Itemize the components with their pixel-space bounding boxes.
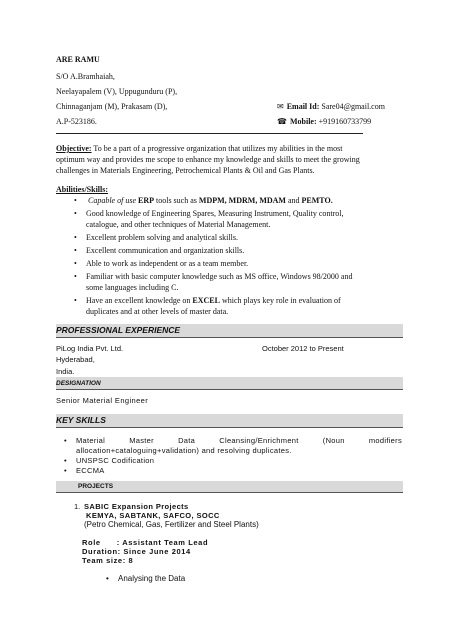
designation-band-line <box>56 389 403 390</box>
company-name: PiLog India Pvt. Ltd. <box>56 344 124 353</box>
phone-icon: ☎ <box>277 117 287 126</box>
objective-line-2: optimum way and provides me scope to enhance my knowledge and skills to meet the growing <box>56 155 360 164</box>
address-line-2: Neelayapalem (V), Uppugunduru (P), <box>56 87 178 96</box>
objective-section <box>56 143 401 176</box>
key-skills-band <box>56 414 403 427</box>
envelope-icon: ✉ <box>277 102 284 111</box>
project-tasks <box>104 573 185 584</box>
list-item: • UNSPSC Codification <box>64 456 155 465</box>
project-title: SABIC Expansion Projects <box>84 502 189 511</box>
email-label: Email Id: <box>286 102 320 111</box>
experience-heading: PROFESSIONAL EXPERIENCE <box>56 325 181 335</box>
experience-band-line <box>56 337 403 338</box>
project-role: Role : Assistant Team Lead <box>82 538 209 547</box>
list-item: • Excellent communication and organization skills. <box>74 246 245 255</box>
designation-band <box>56 377 403 389</box>
list-item: • Good knowledge of Engineering Spares, Measuring Instrument, Quality control, catalogue, and other techniques of Material Management. <box>74 209 344 229</box>
projects-heading: PROJECTS <box>78 483 114 490</box>
address-line-1: S/O A.Bramhaiah, <box>56 72 115 81</box>
key-skills-band-line <box>56 427 403 428</box>
list-item: • Familiar with basic computer knowledge such as MS office, Windows 98/2000 and some languages including C. <box>74 272 353 292</box>
address-line-3: Chinnaganjam (M), Prakasam (D), <box>56 102 168 111</box>
email-row <box>277 101 385 112</box>
key-skills-list <box>62 436 402 476</box>
list-item: • Material Master Data Cleansing/Enrichment (Noun modifiers allocation+cataloguing+validation) and resolving duplicates. <box>64 436 402 455</box>
address-line-4: A.P-523186. <box>56 117 97 126</box>
project-duration: Duration: Since June 2014 <box>82 547 191 556</box>
list-item: • ECCMA <box>64 466 105 475</box>
list-item: • Able to work as independent or as a team member. <box>74 259 249 268</box>
project-subtitle: (Petro Chemical, Gas, Fertilizer and Steel Plants) <box>84 520 259 529</box>
key-skills-heading: KEY SKILLS <box>56 415 106 425</box>
list-item: • Have an excellent knowledge on EXCEL which plays key role in evaluation of duplicates and at other levels of master data. <box>74 296 341 316</box>
list-item: • Analysing the Data <box>106 574 186 583</box>
list-item: • Capable of use ERP tools such as MDPM, MDRM, MDAM and PEMTO. <box>74 196 333 205</box>
mobile-label: Mobile: <box>289 117 317 126</box>
abilities-list <box>72 195 402 317</box>
email-value[interactable]: Sare04@gmail.com <box>321 102 385 111</box>
project-clients: KEMYA, SABTANK, SAFCO, SOCC <box>86 511 220 520</box>
company-country: India. <box>56 367 75 376</box>
objective-line-1: To be a part of a progressive organization that utilizes my abilities in the most <box>91 144 343 153</box>
mobile-row <box>277 116 371 127</box>
mobile-value: +919160733799 <box>318 117 372 126</box>
employment-period: October 2012 to Present <box>262 344 344 353</box>
designation-heading: DESIGNATION <box>56 380 101 387</box>
objective-line-3: challenges in Materials Engineering, Petrochemical Plants & Oil and Gas Plants. <box>56 166 315 175</box>
project-team-size: Team size: 8 <box>82 556 134 565</box>
projects-band-line <box>56 492 403 493</box>
company-city: Hyderabad, <box>56 355 95 364</box>
project-number: 1. <box>74 502 81 511</box>
candidate-name: ARE RAMU <box>56 55 100 64</box>
list-item: • Excellent problem solving and analytical skills. <box>74 233 238 242</box>
designation-value: Senior Material Engineer <box>56 396 149 405</box>
objective-heading: Objective: <box>56 144 92 153</box>
abilities-heading: Abilities/Skills: <box>56 185 109 194</box>
header-divider <box>56 133 363 134</box>
